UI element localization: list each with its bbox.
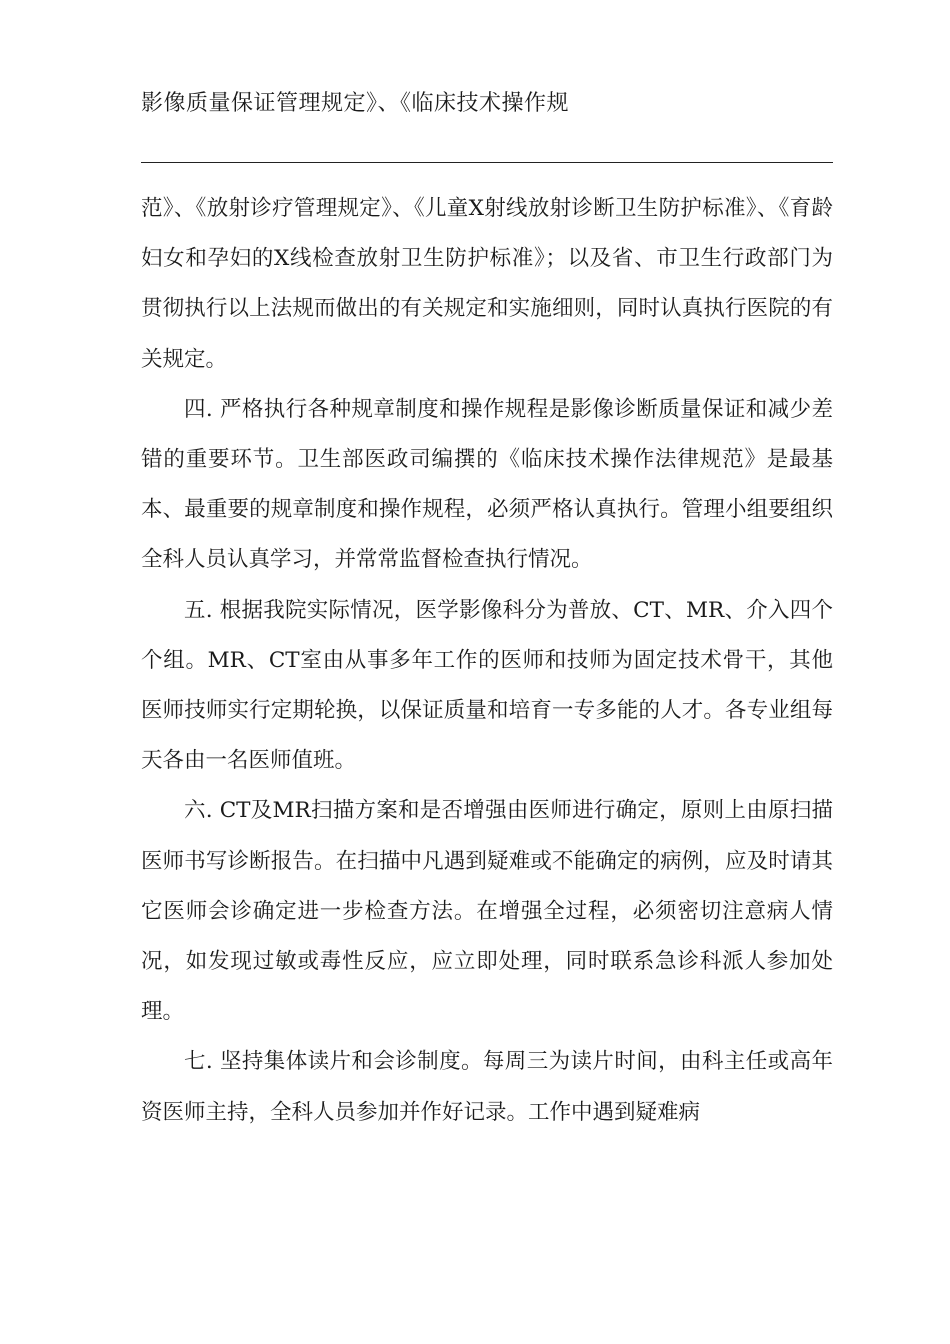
page-header: 影像质量保证管理规定》、《临床技术操作规: [141, 91, 570, 116]
paragraph-section-6: 六. CT及MR扫描方案和是否增强由医师进行确定，原则上由原扫描医师书写诊断报告。在扫描中凡遇到疑难或不能确定的病例，应及时请其它医师会诊确定进一步检查方法。在增强全过程，必须密切注意病人情况，如发现过敏或毒性反应，应立即处理，同时联系急诊科派人参加处理。: [141, 798, 833, 1025]
paragraph-section-7: 七. 坚持集体读片和会诊制度。每周三为读片时间，由科主任或高年资医师主持，全科人员参加并作好记录。工作中遇到疑难病: [141, 1049, 833, 1125]
paragraph-continued: 范》、《放射诊疗管理规定》、《儿童X射线放射诊断卫生防护标准》、《育龄妇女和孕妇的X线检查放射卫生防护标准》；以及省、市卫生行政部门为贯彻执行以上法规而做出的有关规定和实施细则，同时认真执行医院的有关规定。: [141, 196, 833, 372]
header-divider: [141, 162, 833, 163]
paragraph-section-5: 五. 根据我院实际情况，医学影像科分为普放、CT、MR、介入四个个组。MR、CT室由从事多年工作的医师和技师为固定技术骨干，其他医师技师实行定期轮换，以保证质量和培育一专多能的人才。各专业组每天各由一名医师值班。: [141, 597, 833, 774]
paragraph-section-4: 四. 严格执行各种规章制度和操作规程是影像诊断质量保证和减少差错的重要环节。卫生部医政司编撰的《临床技术操作法律规范》是最基本、最重要的规章制度和操作规程，必须严格认真执行。管理小组要组织全科人员认真学习，并常常监督检查执行情况。: [141, 396, 833, 573]
document-body: [141, 184, 833, 1138]
